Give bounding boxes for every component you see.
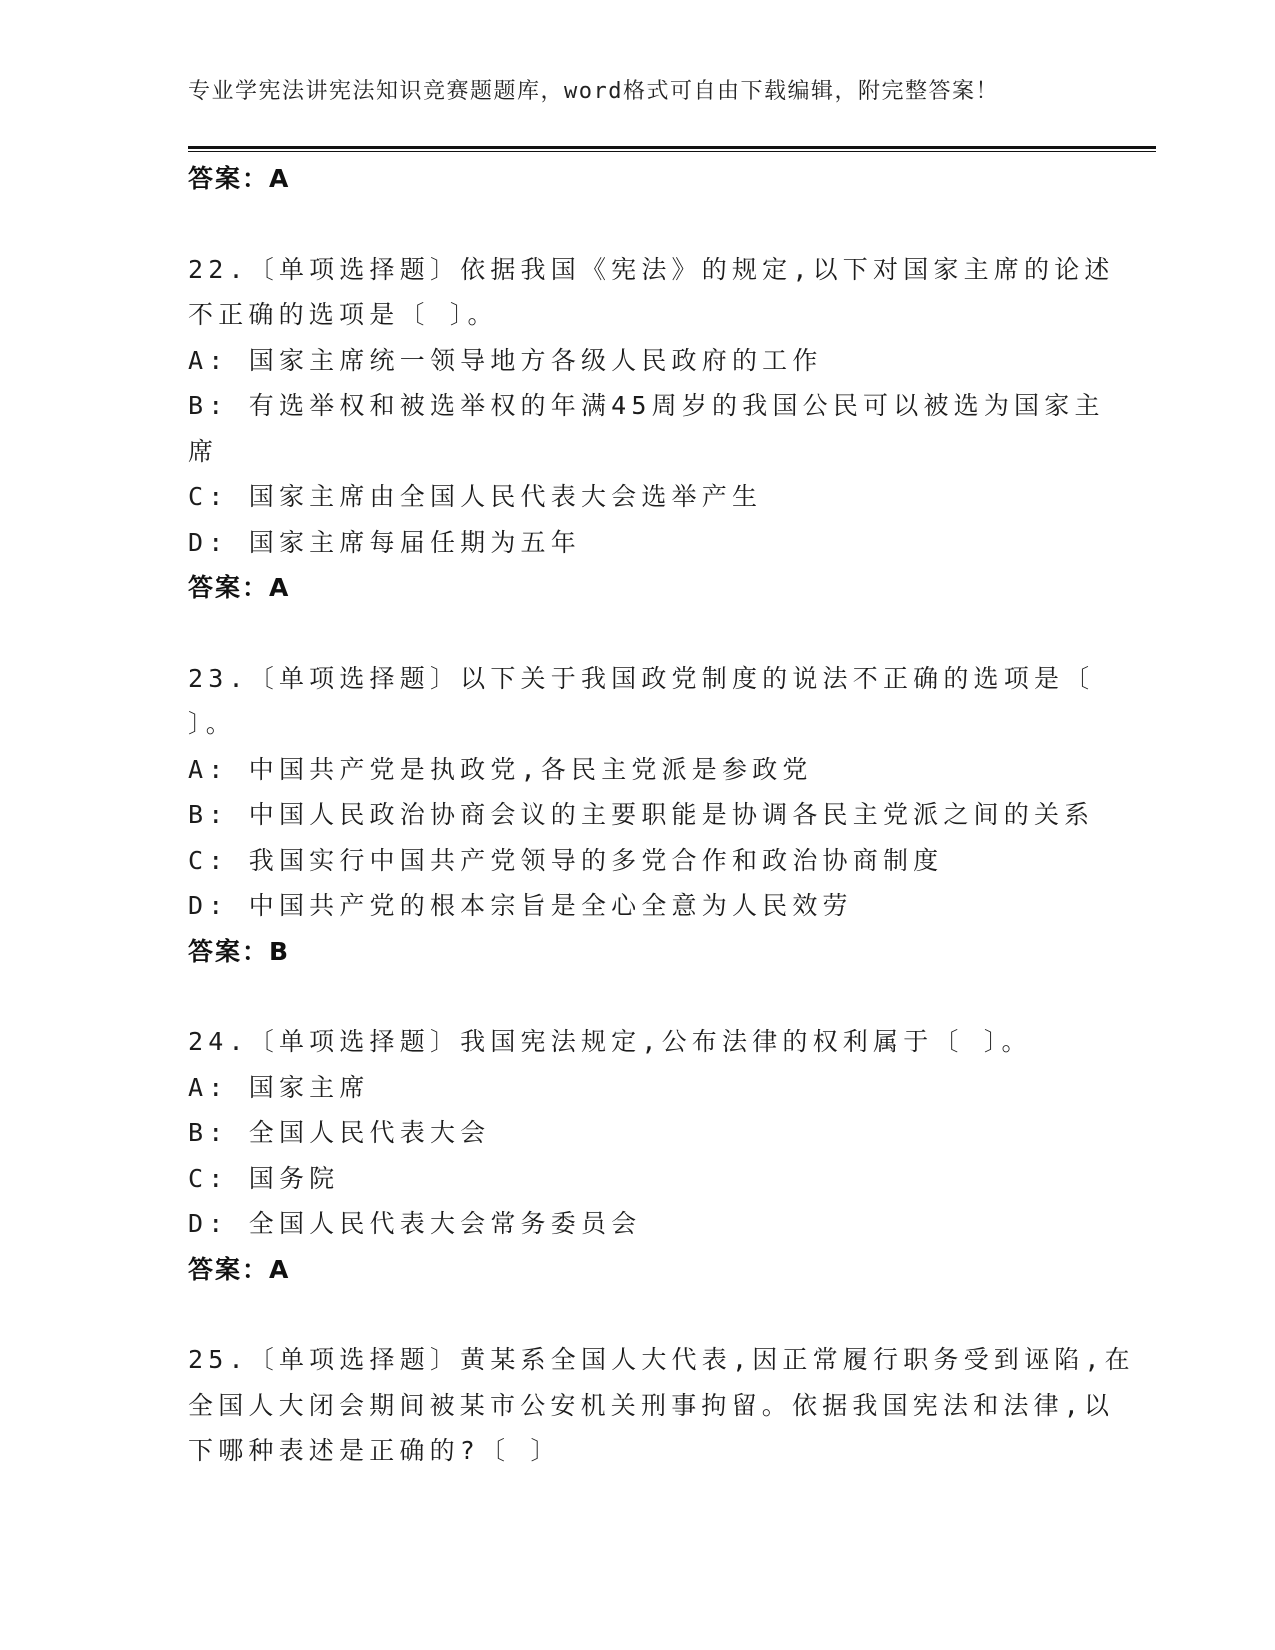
option-c: C: 我国实行中国共产党领导的多党合作和政治协商制度 — [188, 845, 944, 875]
header-divider — [188, 146, 1156, 149]
question-stem: 25.〔单项选择题〕黄某系全国人大代表,因正常履行职务受到诬陷,在 — [188, 1345, 1135, 1374]
question-stem: 不正确的选项是〔 〕。 — [188, 300, 498, 329]
option-a: A: 国家主席统一领导地方各级人民政府的工作 — [188, 345, 823, 375]
option-d: D: 国家主席每届任期为五年 — [188, 527, 581, 557]
option-d: D: 全国人民代表大会常务委员会 — [188, 1209, 642, 1238]
question-stem: 24.〔单项选择题〕我国宪法规定,公布法律的权利属于〔 〕。 — [188, 1027, 1032, 1056]
question-stem: 〕。 — [188, 709, 236, 738]
option-b: B: 全国人民代表大会 — [188, 1118, 491, 1147]
option-c: C: 国务院 — [188, 1163, 340, 1193]
question-stem: 22.〔单项选择题〕依据我国《宪法》的规定,以下对国家主席的论述 — [188, 254, 1115, 284]
option-c: C: 国家主席由全国人民代表大会选举产生 — [188, 482, 763, 511]
spacer — [188, 1292, 1088, 1337]
question-stem: 23.〔单项选择题〕以下关于我国政党制度的说法不正确的选项是〔 — [188, 663, 1095, 693]
answer-line: 答案：A — [188, 573, 291, 602]
option-d: D: 中国共产党的根本宗旨是全心全意为人民效劳 — [188, 891, 853, 920]
option-b: B: 有选举权和被选举权的年满45周岁的我国公民可以被选为国家主 — [188, 391, 1105, 420]
option-a: A: 国家主席 — [188, 1072, 370, 1102]
question-block — [188, 1337, 1135, 1474]
spacer — [188, 202, 1088, 247]
answer-line: 答案：B — [188, 936, 291, 966]
spacer — [188, 974, 1088, 1019]
page-header: 专业学宪法讲宪法知识竞赛题题库，word格式可自由下载编辑，附完整答案！ — [188, 79, 999, 104]
question-block — [188, 247, 1115, 611]
option-b-continued: 席 — [188, 436, 219, 466]
question-stem: 下哪种表述是正确的?〔 〕 — [188, 1436, 561, 1465]
spacer — [188, 611, 1088, 656]
header-divider-thin — [188, 151, 1156, 152]
question-stem: 全国人大闭会期间被某市公安机关刑事拘留。依据我国宪法和法律,以 — [188, 1390, 1115, 1420]
question-block — [188, 656, 1095, 975]
option-b: B: 中国人民政治协商会议的主要职能是协调各民主党派之间的关系 — [188, 800, 1095, 829]
question-list — [188, 156, 1135, 1474]
answer-line: 答案：A — [188, 1254, 291, 1284]
question-block — [188, 1019, 1088, 1292]
answer-line: 答案：A — [188, 164, 291, 193]
option-a: A: 中国共产党是执政党,各民主党派是参政党 — [188, 754, 813, 784]
